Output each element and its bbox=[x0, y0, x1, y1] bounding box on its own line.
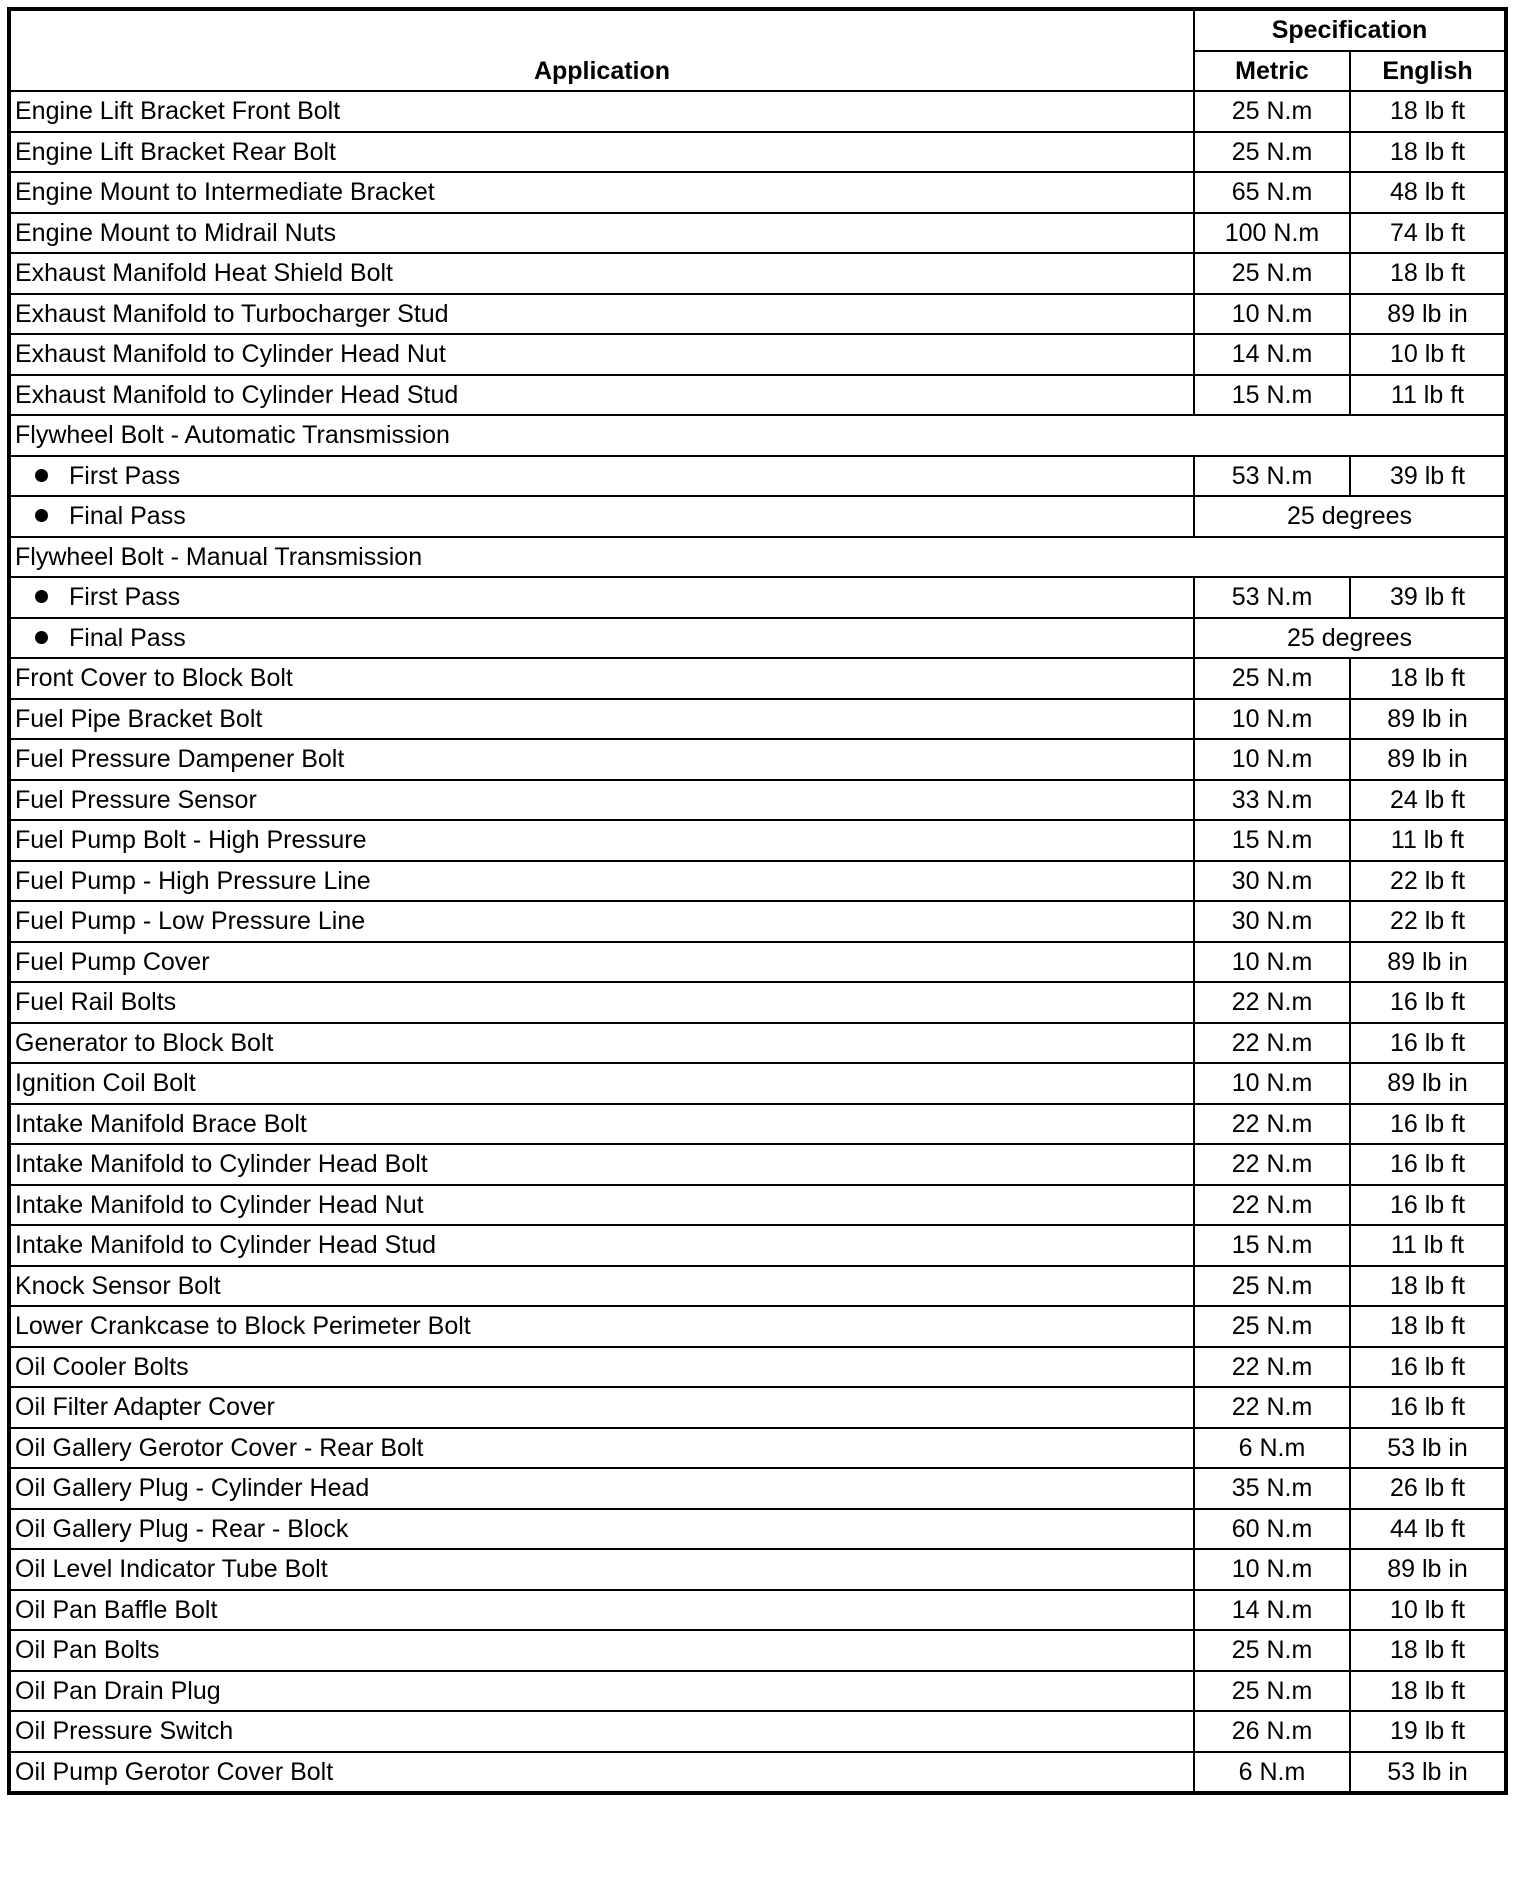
application-cell: Oil Pump Gerotor Cover Bolt bbox=[9, 1752, 1194, 1794]
table-row bbox=[9, 1671, 1506, 1712]
english-cell: 10 lb ft bbox=[1350, 1590, 1506, 1631]
application-cell: Fuel Rail Bolts bbox=[9, 982, 1194, 1023]
metric-cell: 22 N.m bbox=[1194, 1104, 1350, 1145]
metric-cell: 65 N.m bbox=[1194, 172, 1350, 213]
english-cell: 18 lb ft bbox=[1350, 132, 1506, 173]
header-metric: Metric bbox=[1194, 51, 1350, 92]
application-cell: Engine Mount to Intermediate Bracket bbox=[9, 172, 1194, 213]
application-cell: Ignition Coil Bolt bbox=[9, 1063, 1194, 1104]
english-cell: 10 lb ft bbox=[1350, 334, 1506, 375]
table-row bbox=[9, 1428, 1506, 1469]
table-row bbox=[9, 982, 1506, 1023]
english-cell: 18 lb ft bbox=[1350, 1671, 1506, 1712]
english-cell: 18 lb ft bbox=[1350, 253, 1506, 294]
bullet-icon bbox=[35, 469, 48, 482]
application-cell: Fuel Pipe Bracket Bolt bbox=[9, 699, 1194, 740]
english-cell: 11 lb ft bbox=[1350, 820, 1506, 861]
table-row bbox=[9, 1387, 1506, 1428]
application-cell: Lower Crankcase to Block Perimeter Bolt bbox=[9, 1306, 1194, 1347]
table-row bbox=[9, 739, 1506, 780]
bullet-icon bbox=[35, 631, 48, 644]
table-row bbox=[9, 658, 1506, 699]
metric-cell: 14 N.m bbox=[1194, 1590, 1350, 1631]
application-cell: Oil Pressure Switch bbox=[9, 1711, 1194, 1752]
application-cell: Oil Pan Bolts bbox=[9, 1630, 1194, 1671]
table-row bbox=[9, 820, 1506, 861]
metric-cell: 22 N.m bbox=[1194, 1023, 1350, 1064]
metric-cell: 10 N.m bbox=[1194, 942, 1350, 983]
metric-cell: 25 N.m bbox=[1194, 132, 1350, 173]
english-cell: 74 lb ft bbox=[1350, 213, 1506, 254]
english-cell: 26 lb ft bbox=[1350, 1468, 1506, 1509]
application-cell: Oil Level Indicator Tube Bolt bbox=[9, 1549, 1194, 1590]
table-row bbox=[9, 1590, 1506, 1631]
table-row bbox=[9, 942, 1506, 983]
table-row bbox=[9, 132, 1506, 173]
application-label: Final Pass bbox=[69, 502, 186, 531]
english-cell: 16 lb ft bbox=[1350, 1144, 1506, 1185]
english-cell: 16 lb ft bbox=[1350, 1104, 1506, 1145]
metric-cell: 10 N.m bbox=[1194, 294, 1350, 335]
english-cell: 16 lb ft bbox=[1350, 1387, 1506, 1428]
application-cell bbox=[9, 496, 1194, 537]
table-row bbox=[9, 1630, 1506, 1671]
table-row bbox=[9, 1185, 1506, 1226]
english-cell: 18 lb ft bbox=[1350, 1306, 1506, 1347]
metric-cell: 15 N.m bbox=[1194, 1225, 1350, 1266]
application-cell: Engine Mount to Midrail Nuts bbox=[9, 213, 1194, 254]
application-cell: Intake Manifold to Cylinder Head Bolt bbox=[9, 1144, 1194, 1185]
english-cell: 48 lb ft bbox=[1350, 172, 1506, 213]
english-cell: 18 lb ft bbox=[1350, 1630, 1506, 1671]
header-english: English bbox=[1350, 51, 1506, 92]
table-row bbox=[9, 1711, 1506, 1752]
metric-cell: 10 N.m bbox=[1194, 739, 1350, 780]
english-cell: 16 lb ft bbox=[1350, 1023, 1506, 1064]
table-row bbox=[9, 780, 1506, 821]
table-row bbox=[9, 213, 1506, 254]
application-cell: Flywheel Bolt - Manual Transmission bbox=[9, 537, 1506, 578]
header-specification: Specification bbox=[1194, 9, 1506, 51]
application-cell: Exhaust Manifold to Turbocharger Stud bbox=[9, 294, 1194, 335]
application-cell: Fuel Pressure Dampener Bolt bbox=[9, 739, 1194, 780]
metric-cell: 30 N.m bbox=[1194, 901, 1350, 942]
metric-cell: 53 N.m bbox=[1194, 577, 1350, 618]
table-row bbox=[9, 1752, 1506, 1794]
application-cell bbox=[9, 577, 1194, 618]
application-label: First Pass bbox=[69, 583, 181, 612]
bullet-icon bbox=[35, 590, 48, 603]
application-cell: Generator to Block Bolt bbox=[9, 1023, 1194, 1064]
metric-cell: 15 N.m bbox=[1194, 820, 1350, 861]
english-cell: 89 lb in bbox=[1350, 1063, 1506, 1104]
metric-cell: 6 N.m bbox=[1194, 1428, 1350, 1469]
application-cell: Engine Lift Bracket Front Bolt bbox=[9, 91, 1194, 132]
table-row bbox=[9, 1023, 1506, 1064]
english-cell: 18 lb ft bbox=[1350, 1266, 1506, 1307]
metric-cell: 6 N.m bbox=[1194, 1752, 1350, 1794]
table-row bbox=[9, 1549, 1506, 1590]
table-group-row bbox=[9, 415, 1506, 456]
english-cell: 22 lb ft bbox=[1350, 901, 1506, 942]
table-row bbox=[9, 375, 1506, 416]
english-cell: 44 lb ft bbox=[1350, 1509, 1506, 1550]
metric-cell: 25 N.m bbox=[1194, 1630, 1350, 1671]
table-subrow bbox=[9, 618, 1506, 659]
metric-cell: 25 N.m bbox=[1194, 658, 1350, 699]
table-row bbox=[9, 91, 1506, 132]
metric-cell: 10 N.m bbox=[1194, 1063, 1350, 1104]
application-cell: Intake Manifold to Cylinder Head Stud bbox=[9, 1225, 1194, 1266]
english-cell: 53 lb in bbox=[1350, 1752, 1506, 1794]
table-row bbox=[9, 172, 1506, 213]
english-cell: 18 lb ft bbox=[1350, 91, 1506, 132]
metric-cell: 25 N.m bbox=[1194, 253, 1350, 294]
application-cell: Oil Pan Baffle Bolt bbox=[9, 1590, 1194, 1631]
table-row bbox=[9, 1144, 1506, 1185]
table-row bbox=[9, 1468, 1506, 1509]
english-cell: 89 lb in bbox=[1350, 1549, 1506, 1590]
english-cell: 16 lb ft bbox=[1350, 1185, 1506, 1226]
english-cell: 19 lb ft bbox=[1350, 1711, 1506, 1752]
table-header bbox=[9, 9, 1506, 91]
metric-cell: 25 N.m bbox=[1194, 91, 1350, 132]
table-row bbox=[9, 1509, 1506, 1550]
table-row bbox=[9, 334, 1506, 375]
header-application: Application bbox=[9, 9, 1194, 91]
metric-cell: 22 N.m bbox=[1194, 982, 1350, 1023]
application-label: First Pass bbox=[69, 461, 181, 490]
table-body bbox=[9, 91, 1506, 1793]
metric-cell: 60 N.m bbox=[1194, 1509, 1350, 1550]
application-cell: Front Cover to Block Bolt bbox=[9, 658, 1194, 699]
application-cell bbox=[9, 456, 1194, 497]
application-cell: Fuel Pump Bolt - High Pressure bbox=[9, 820, 1194, 861]
metric-cell: 22 N.m bbox=[1194, 1347, 1350, 1388]
table-row bbox=[9, 901, 1506, 942]
application-cell: Oil Gallery Plug - Cylinder Head bbox=[9, 1468, 1194, 1509]
english-cell: 16 lb ft bbox=[1350, 982, 1506, 1023]
table-row bbox=[9, 1266, 1506, 1307]
english-cell: 11 lb ft bbox=[1350, 375, 1506, 416]
english-cell: 89 lb in bbox=[1350, 739, 1506, 780]
table-subrow bbox=[9, 456, 1506, 497]
english-cell: 89 lb in bbox=[1350, 294, 1506, 335]
application-cell: Oil Filter Adapter Cover bbox=[9, 1387, 1194, 1428]
metric-cell: 22 N.m bbox=[1194, 1185, 1350, 1226]
metric-cell: 35 N.m bbox=[1194, 1468, 1350, 1509]
table-row bbox=[9, 1104, 1506, 1145]
application-cell: Oil Cooler Bolts bbox=[9, 1347, 1194, 1388]
table-row bbox=[9, 294, 1506, 335]
application-cell: Engine Lift Bracket Rear Bolt bbox=[9, 132, 1194, 173]
metric-cell: 22 N.m bbox=[1194, 1387, 1350, 1428]
table-row bbox=[9, 861, 1506, 902]
spec-angle-cell: 25 degrees bbox=[1194, 496, 1506, 537]
application-cell: Fuel Pump Cover bbox=[9, 942, 1194, 983]
table-row bbox=[9, 1063, 1506, 1104]
english-cell: 16 lb ft bbox=[1350, 1347, 1506, 1388]
english-cell: 24 lb ft bbox=[1350, 780, 1506, 821]
table-group-row bbox=[9, 537, 1506, 578]
english-cell: 39 lb ft bbox=[1350, 577, 1506, 618]
metric-cell: 10 N.m bbox=[1194, 1549, 1350, 1590]
english-cell: 11 lb ft bbox=[1350, 1225, 1506, 1266]
application-cell: Exhaust Manifold Heat Shield Bolt bbox=[9, 253, 1194, 294]
table-subrow bbox=[9, 496, 1506, 537]
application-cell: Exhaust Manifold to Cylinder Head Stud bbox=[9, 375, 1194, 416]
table-row bbox=[9, 699, 1506, 740]
english-cell: 18 lb ft bbox=[1350, 658, 1506, 699]
metric-cell: 22 N.m bbox=[1194, 1144, 1350, 1185]
application-label: Final Pass bbox=[69, 623, 186, 652]
metric-cell: 26 N.m bbox=[1194, 1711, 1350, 1752]
metric-cell: 25 N.m bbox=[1194, 1266, 1350, 1307]
table-row bbox=[9, 253, 1506, 294]
application-cell: Fuel Pressure Sensor bbox=[9, 780, 1194, 821]
application-cell: Flywheel Bolt - Automatic Transmission bbox=[9, 415, 1506, 456]
application-cell: Oil Pan Drain Plug bbox=[9, 1671, 1194, 1712]
english-cell: 89 lb in bbox=[1350, 942, 1506, 983]
application-cell: Knock Sensor Bolt bbox=[9, 1266, 1194, 1307]
table-row bbox=[9, 1225, 1506, 1266]
metric-cell: 53 N.m bbox=[1194, 456, 1350, 497]
application-cell bbox=[9, 618, 1194, 659]
table-row bbox=[9, 1306, 1506, 1347]
metric-cell: 25 N.m bbox=[1194, 1306, 1350, 1347]
metric-cell: 10 N.m bbox=[1194, 699, 1350, 740]
application-cell: Fuel Pump - High Pressure Line bbox=[9, 861, 1194, 902]
application-cell: Oil Gallery Gerotor Cover - Rear Bolt bbox=[9, 1428, 1194, 1469]
english-cell: 39 lb ft bbox=[1350, 456, 1506, 497]
english-cell: 89 lb in bbox=[1350, 699, 1506, 740]
torque-spec-table bbox=[7, 7, 1508, 1795]
metric-cell: 33 N.m bbox=[1194, 780, 1350, 821]
metric-cell: 30 N.m bbox=[1194, 861, 1350, 902]
table-row bbox=[9, 1347, 1506, 1388]
spec-angle-cell: 25 degrees bbox=[1194, 618, 1506, 659]
application-cell: Oil Gallery Plug - Rear - Block bbox=[9, 1509, 1194, 1550]
metric-cell: 14 N.m bbox=[1194, 334, 1350, 375]
application-cell: Intake Manifold Brace Bolt bbox=[9, 1104, 1194, 1145]
metric-cell: 15 N.m bbox=[1194, 375, 1350, 416]
application-cell: Fuel Pump - Low Pressure Line bbox=[9, 901, 1194, 942]
metric-cell: 100 N.m bbox=[1194, 213, 1350, 254]
table-subrow bbox=[9, 577, 1506, 618]
english-cell: 22 lb ft bbox=[1350, 861, 1506, 902]
application-cell: Exhaust Manifold to Cylinder Head Nut bbox=[9, 334, 1194, 375]
english-cell: 53 lb in bbox=[1350, 1428, 1506, 1469]
application-cell: Intake Manifold to Cylinder Head Nut bbox=[9, 1185, 1194, 1226]
metric-cell: 25 N.m bbox=[1194, 1671, 1350, 1712]
bullet-icon bbox=[35, 509, 48, 522]
